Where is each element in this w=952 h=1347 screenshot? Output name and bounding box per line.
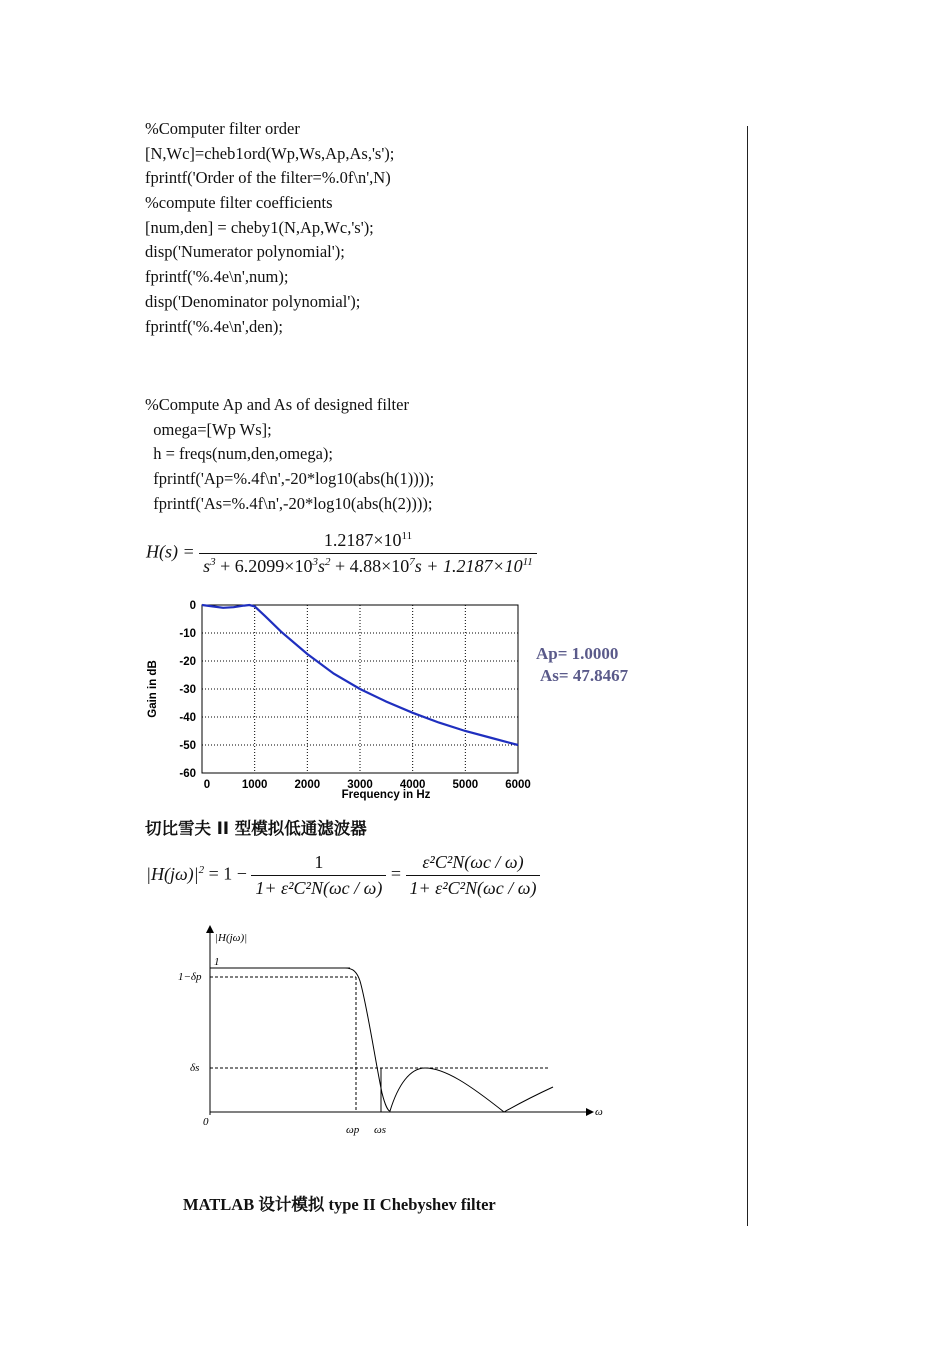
code-line: %Compute Ap and As of designed filter: [145, 395, 409, 414]
code-line: fprintf('%.4e\n',num);: [145, 267, 289, 287]
mag-eq1: = 1 −: [208, 863, 247, 884]
y-tick-label: 0: [189, 600, 196, 612]
code-line: h = freqs(num,den,omega);: [145, 444, 334, 464]
sketch-response-curve: [210, 968, 553, 1112]
code-block-ap-as: [145, 393, 434, 516]
y-tick-label: -40: [179, 712, 196, 724]
x-tick-label: 0: [203, 779, 211, 791]
sketch-ylabel: |H(jω)|: [215, 932, 248, 944]
code-line: fprintf('Order of the filter=%.0f\n',N): [145, 168, 391, 188]
sketch-origin-label: 0: [203, 1116, 209, 1128]
x-tick-label: 1000: [241, 779, 268, 791]
y-ticks: [179, 600, 196, 780]
caption: MATLAB 设计模拟 type II Chebyshev filter: [183, 1195, 496, 1214]
section-heading: 切比雪夫 II 型模拟低通滤波器: [145, 819, 367, 838]
as-result: As= 47.8467: [540, 666, 629, 685]
code-line: fprintf('%.4e\n',den);: [145, 316, 283, 336]
mag-lhs: $|H(j\omega)|^2$: [146, 863, 205, 884]
gain-chart: [140, 596, 540, 808]
sketch-stop-label: δs: [190, 1062, 200, 1074]
code-block-filter-design: [145, 117, 394, 339]
mag-fraction-1: $\frac{1}{\text{1+ ε²C²N(ωc / ω)}}$: [251, 852, 386, 899]
code-line: fprintf('As=%.4f\n',-20*log10(abs(h(2))));: [145, 493, 433, 513]
code-line: %compute filter coefficients: [145, 193, 333, 213]
margin-rule: [747, 126, 748, 1226]
sketch-one-label: 1: [214, 956, 220, 968]
y-tick-label: -50: [179, 740, 196, 752]
x-tick-label: 2000: [294, 779, 321, 791]
y-tick-label: -60: [179, 768, 196, 780]
code-line: [N,Wc]=cheb1ord(Wp,Ws,Ap,As,'s');: [145, 143, 395, 163]
mag-eq2: =: [390, 863, 402, 884]
x-tick-label: 3000: [347, 779, 373, 791]
transfer-function: [146, 530, 537, 577]
code-line: disp('Denominator polynomial');: [145, 291, 361, 311]
sketch-omega-label: ω: [595, 1106, 603, 1118]
y-tick-label: -10: [179, 628, 196, 640]
x-tick-label: 4000: [399, 779, 426, 791]
ap-result: Ap= 1.0000: [536, 644, 619, 663]
code-line: omega=[Wp Ws];: [145, 419, 272, 439]
x-tick-label: 5000: [452, 779, 479, 791]
code-line: disp('Numerator polynomial');: [145, 242, 345, 262]
x-tick-label: 6000: [505, 779, 531, 791]
code-line: fprintf('Ap=%.4f\n',-20*log10(abs(h(1))));: [145, 469, 435, 489]
code-line: %Computer filter order: [145, 119, 300, 138]
y-tick-label: -30: [179, 684, 196, 696]
tf-fraction: [199, 530, 537, 577]
tf-lhs: H(s) =: [146, 541, 195, 562]
sketch-wp-label: ωp: [346, 1124, 360, 1136]
tf-denominator: $s^3 + 6.2099\times 10^3s^2 + 4.88\times 10^7s + 1.2187\times 10^{11}$: [199, 553, 537, 577]
sketch-pass-label: 1−δp: [178, 971, 202, 983]
y-axis-label: Gain in dB: [147, 660, 159, 718]
sketch-ws-label: ωs: [374, 1124, 387, 1136]
response-sketch: [170, 925, 620, 1150]
magnitude-formula: [146, 852, 540, 899]
x-axis-label: Frequency in Hz: [341, 789, 431, 801]
tf-numerator: $1.2187\times 10^{11}$: [323, 530, 413, 550]
y-tick-label: -20: [179, 656, 196, 668]
code-line: [num,den] = cheby1(N,Ap,Wc,'s');: [145, 217, 374, 237]
mag-fraction-2: $\frac{\text{ε²C²N(ωc / ω)}}{\text{1+ ε²C²N(ωc / ω)}}$: [406, 852, 541, 899]
